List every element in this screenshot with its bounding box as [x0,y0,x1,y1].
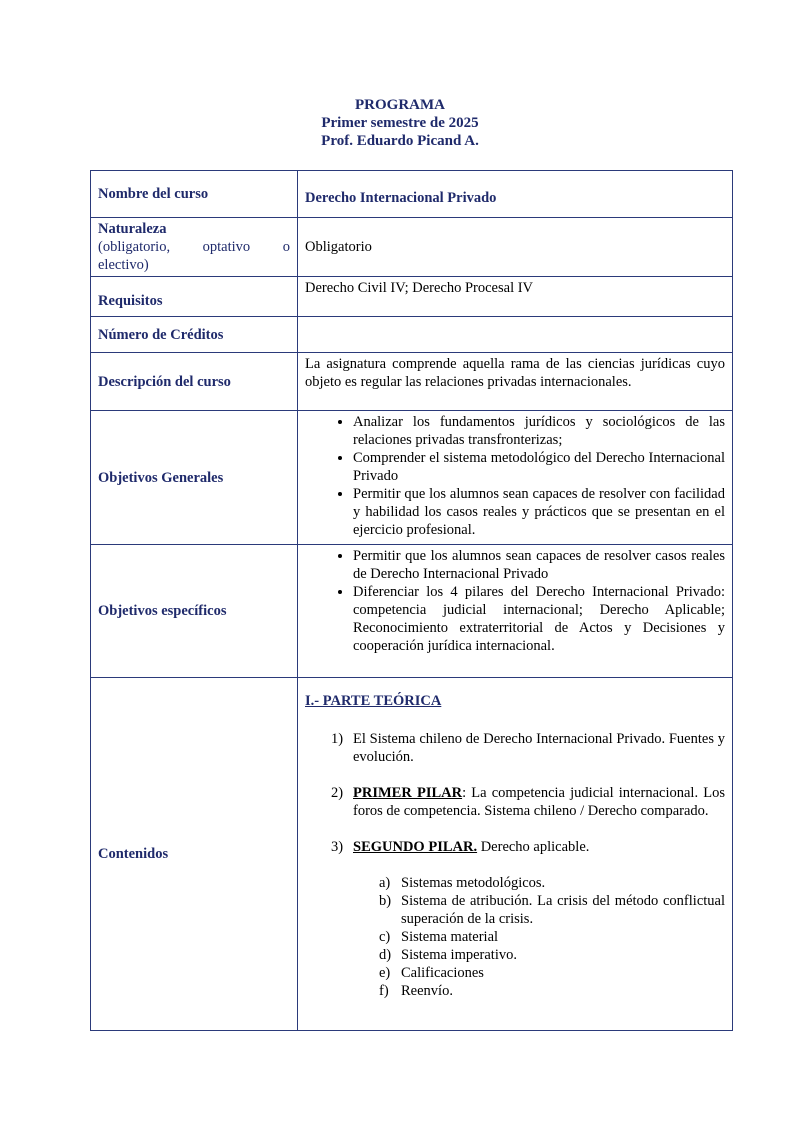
naturaleza-opt-b: optativo [202,239,251,255]
label-requisitos: Requisitos [91,277,298,317]
generales-list [305,413,725,539]
sub-item-letter: f) [379,983,389,999]
row-generales [91,411,733,545]
label-nombre: Nombre del curso [91,171,298,218]
row-especificos [91,545,733,678]
value-requisitos: Derecho Civil IV; Derecho Procesal IV [298,277,733,317]
value-contenidos [298,678,733,1031]
list-item [331,838,725,1000]
label-contenidos: Contenidos [91,678,298,1031]
value-creditos [298,317,733,353]
header-professor: Prof. Eduardo Picand A. [321,133,479,149]
sub-item-text: Calificaciones [401,965,484,981]
sub-item-text: Sistemas metodológicos. [401,875,546,891]
item-text: Derecho aplicable. [477,839,590,855]
sub-item-text: Reenvío. [401,983,453,999]
sub-item-letter: c) [379,929,391,945]
label-generales: Objetivos Generales [91,411,298,545]
sub-list [353,874,725,1000]
item-text: El Sistema chileno de Derecho Internacional Privado. Fuentes y evolución. [353,731,725,765]
list-item: • Permitir que los alumnos sean capaces de resolver casos reales de Derecho Internacional Privado [353,547,725,583]
sub-item-letter: d) [379,947,392,963]
list-item: • Diferenciar los 4 pilares del Derecho Internacional Privado: competencia judicial internacional; Derecho Aplicable; Reconocimiento extraterritorial de Actos y Decisiones y cooperación jurídica internacional. [353,583,725,655]
sub-item-letter: b) [379,893,392,909]
sub-item [379,928,725,946]
sub-item-letter: e) [379,965,391,981]
contenidos-list [305,730,725,1000]
sub-item-text: Sistema de atribución. La crisis del método conflictual superación de la crisis. [401,893,725,927]
naturaleza-opt-d: electivo) [98,257,149,273]
row-descripcion [91,353,733,411]
header-title: PROGRAMA [355,97,445,113]
item-heading: PRIMER PILAR [353,785,463,801]
list-item [331,730,725,766]
item-heading: SEGUNDO PILAR. [353,839,478,855]
item-text: : La competencia judicial internacional. Los foros de competencia. Sistema chileno / Derecho comparado. [353,785,725,819]
item-number: 2) [331,785,344,801]
sub-item [379,964,725,982]
naturaleza-opt-c: o [282,239,290,255]
sub-item [379,892,725,928]
header-semester: Primer semestre de 2025 [321,115,479,131]
row-creditos [91,317,733,353]
section-title: I.- PARTE TEÓRICA [305,693,442,709]
list-item [331,784,725,820]
label-descripcion: Descripción del curso [91,353,298,411]
list-item: • Permitir que los alumnos sean capaces de resolver con facilidad y habilidad los casos reales y prácticos que se presentan en el ejercicio profesional. [353,485,725,539]
item-number: 3) [331,839,344,855]
label-creditos: Número de Créditos [91,317,298,353]
label-especificos: Objetivos específicos [91,545,298,678]
item-number: 1) [331,731,344,747]
row-nombre [91,171,733,218]
row-naturaleza [91,218,733,277]
document-header [0,96,800,150]
sub-item [379,874,725,892]
sub-item [379,946,725,964]
row-requisitos [91,277,733,317]
cell-naturaleza [91,218,298,277]
value-nombre: Derecho Internacional Privado [298,171,733,218]
sub-item [379,982,725,1000]
value-especificos [298,545,733,678]
sub-item-text: Sistema imperativo. [401,947,517,963]
naturaleza-opt-a: (obligatorio, [98,239,171,255]
sub-item-letter: a) [379,875,391,891]
list-item: • Comprender el sistema metodológico del Derecho Internacional Privado [353,449,725,485]
row-contenidos [91,678,733,1031]
value-naturaleza: Obligatorio [298,218,733,277]
label-naturaleza: Naturaleza [98,221,167,237]
program-table [90,170,733,1031]
value-generales [298,411,733,545]
naturaleza-options [98,238,290,274]
value-descripcion: La asignatura comprende aquella rama de las ciencias jurídicas cuyo objeto es regular las relaciones privadas internacionales. [298,353,733,411]
list-item: • Analizar los fundamentos jurídicos y sociológicos de las relaciones privadas transfronterizas; [353,413,725,449]
sub-item-text: Sistema material [401,929,499,945]
especificos-list [305,547,725,655]
